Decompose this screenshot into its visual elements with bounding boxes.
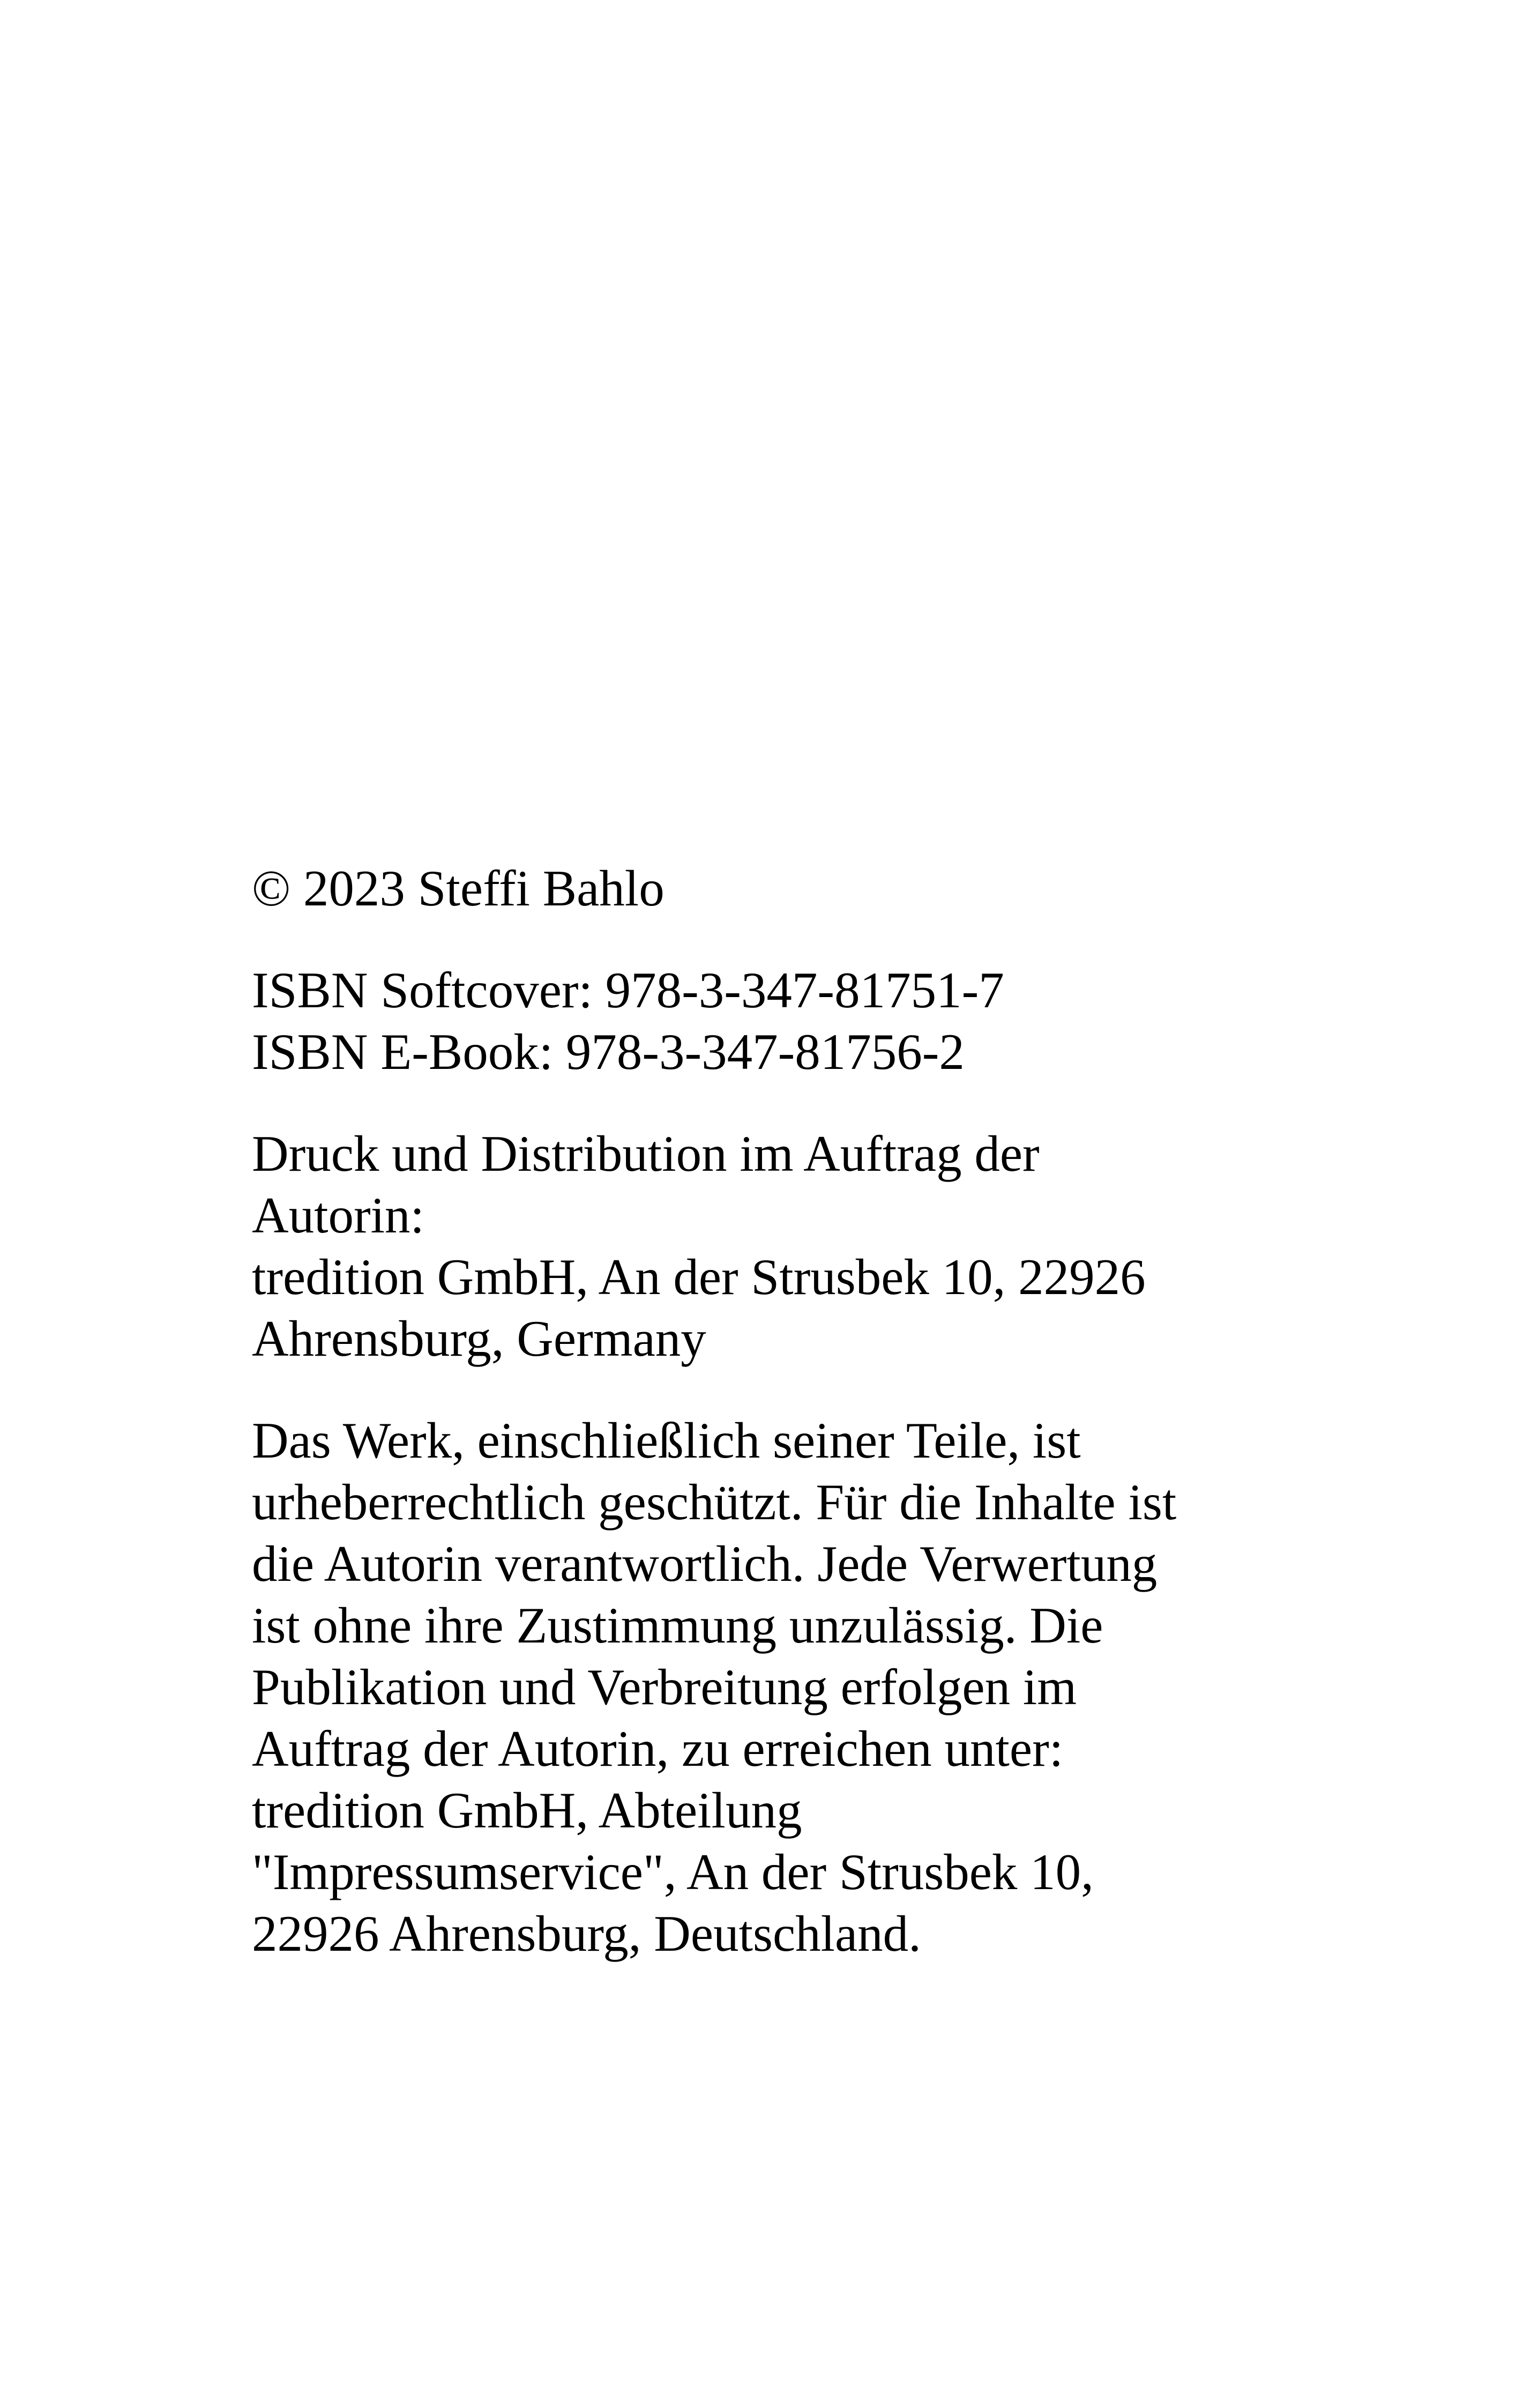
imprint-text	[252, 858, 1291, 1965]
legal-line: Publikation und Verbreitung erfolgen im	[252, 1659, 1077, 1715]
legal-line: die Autorin verantwortlich. Jede Verwertung	[252, 1535, 1158, 1592]
legal-line: urheberrechtlich geschützt. Für die Inhalte ist	[252, 1474, 1177, 1530]
copyright-notice	[252, 858, 1291, 919]
spacer	[252, 1370, 1291, 1410]
distribution-line: Ahrensburg, Germany	[252, 1310, 706, 1367]
distribution-line: tredition GmbH, An der Strusbek 10, 22926	[252, 1248, 1146, 1305]
legal-line: tredition GmbH, Abteilung	[252, 1782, 802, 1839]
isbn-ebook: ISBN E-Book: 978-3-347-81756-2	[252, 1023, 965, 1080]
spacer	[252, 919, 1291, 960]
copyright-line: © 2023 Steffi Bahlo	[252, 860, 665, 917]
legal-line: "Impressumservice", An der Strusbek 10,	[252, 1844, 1094, 1900]
legal-line: ist ohne ihre Zustimmung unzulässig. Die	[252, 1597, 1103, 1654]
distribution-block	[252, 1123, 1291, 1370]
isbn-softcover: ISBN Softcover: 978-3-347-81751-7	[252, 962, 1004, 1019]
isbn-block	[252, 960, 1291, 1083]
legal-notice-block	[252, 1410, 1291, 1965]
distribution-line: Autorin:	[252, 1187, 424, 1244]
legal-line: Das Werk, einschließlich seiner Teile, ist	[252, 1412, 1081, 1469]
legal-line: 22926 Ahrensburg, Deutschland.	[252, 1905, 921, 1962]
spacer	[252, 1083, 1291, 1123]
distribution-line: Druck und Distribution im Auftrag der	[252, 1125, 1040, 1182]
legal-line: Auftrag der Autorin, zu erreichen unter:	[252, 1720, 1064, 1777]
